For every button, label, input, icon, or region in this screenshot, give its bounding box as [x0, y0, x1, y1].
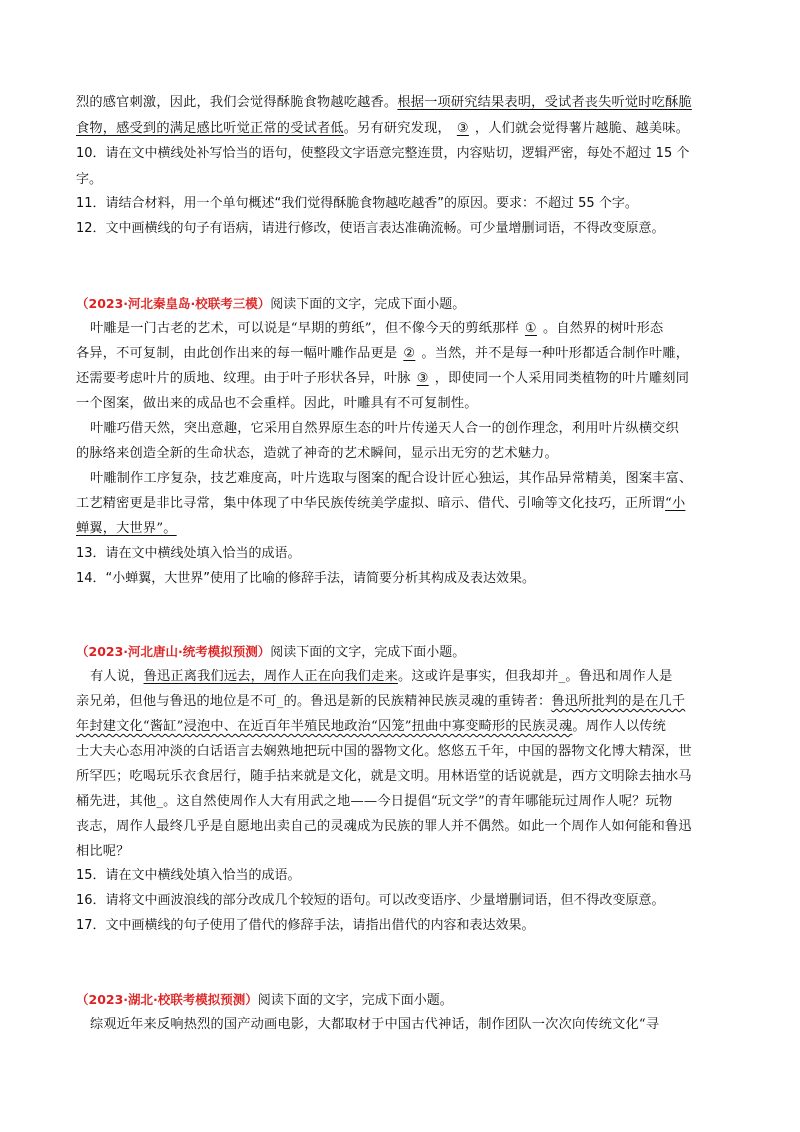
- passage-text: 。自然界的树叶形态: [542, 321, 664, 336]
- passage-text: 。这或许是事实，但我却并_。鲁迅和周作人是: [397, 669, 673, 684]
- blank-3: ③: [456, 121, 469, 136]
- question-12: 12．文中画横线的句子有语病，请进行修改，使语言表达准确流畅。可少量增删词语，不得改变原意。: [76, 221, 665, 236]
- passage-line: [76, 718, 666, 736]
- passage-line: [90, 668, 672, 686]
- question-17: 17．文中画横线的句子使用了借代的修辞手法，请指出借代的内容和表达效果。: [76, 918, 535, 933]
- passage-text: 工艺精密更是非比寻常，集中体现了中华民族传统美学虚拟、暗示、借代、引喻等文化技巧，正所谓: [76, 496, 666, 511]
- passage-line: 叶雕制作工序复杂，技艺难度高，叶片选取与图案的配合设计匠心独运，其作品异常精美，图案丰富、: [90, 471, 693, 486]
- passage-line: 综观近年来反响热烈的国产动画电影，大都取材于中国古代神话，制作团队一次次向传统文化“寻: [90, 1017, 660, 1032]
- passage-line: 丧志，周作人最终几乎是自愿地出卖自己的灵魂成为民族的罪人并不偶然。如此一个周作人如何能和鲁迅: [76, 819, 692, 834]
- blank-1: ①: [524, 321, 537, 336]
- section-header: [76, 991, 453, 1010]
- passage-line: 所罕匹；吃喝玩乐衣食居行，随手拈来就是文化，就是文明。用林语堂的话说就是，西方文明除去抽水马: [76, 769, 692, 784]
- passage-text: 。周作人以传统: [572, 719, 667, 734]
- passage-line: [76, 520, 177, 538]
- passage-text: 。当然，并不是每一种叶形都适合制作叶雕，: [421, 346, 690, 361]
- passage-text: 有人说，: [90, 669, 144, 684]
- passage-text: 亲兄弟，但他与鲁迅的地位是不可_的。鲁迅是新的民族精神民族灵魂的重铸者：: [76, 694, 552, 709]
- passage-line: [76, 94, 692, 112]
- wavy-underlined-text: 年封建文化“酱缸”浸泡中、在近百年半殖民地政治“囚笼”扭曲中寡变畸形的民族灵魂: [76, 719, 573, 734]
- question-14: 14．“小蝉翼，大世界”使用了比喻的修辞手法，请简要分析其构成及表达效果。: [76, 571, 536, 586]
- passage-text: ，即使同一个人采用同类植物的叶片雕刻同: [434, 371, 690, 386]
- passage-line: 一个图案，做出来的成品也不会重样。因此，叶雕具有不可复制性。: [76, 396, 478, 411]
- passage-line: 桶先进，其他_。这自然使周作人大有用武之地——今日提倡“玩文学”的青年哪能玩过周作人呢？玩物: [76, 794, 673, 809]
- source-label: （2023·河北秦皇岛·校联考三模）: [76, 296, 271, 311]
- question-13: 13．请在文中横线处填入恰当的成语。: [76, 546, 301, 561]
- section-intro: 阅读下面的文字，完成下面小题。: [257, 993, 453, 1008]
- passage-line: [76, 120, 689, 138]
- underlined-sentence: 根据一项研究结果表明，受试者丧失听觉时吃酥脆: [397, 95, 692, 110]
- question-10: 10．请在文中横线处补写恰当的语句，使整段文字语意完整连贯，内容贴切，逻辑严密，每处不超过 15 个: [76, 146, 690, 161]
- passage-line: [76, 370, 689, 388]
- passage-line: 相比呢？: [76, 844, 130, 859]
- passage-text: 各异，不可复制，由此创作出来的每一幅叶雕作品更是: [76, 346, 398, 361]
- underlined-phrase: “小: [665, 496, 686, 511]
- section-header: [76, 643, 465, 662]
- passage-line: 的脉络来创造全新的生命状态，造就了神奇的艺术瞬间，显示出无穷的艺术魅力。: [76, 446, 558, 461]
- question-15: 15．请在文中横线处填入恰当的成语。: [76, 868, 301, 883]
- underlined-sentence: 鲁迅正离我们远去，周作人正在向我们走来: [143, 669, 398, 684]
- question-10-cont: 字。: [76, 172, 103, 187]
- passage-text: ，人们就会觉得薯片越脆、越美味。: [474, 121, 690, 136]
- passage-line: 叶雕巧借天然，突出意趣，它采用自然界原生态的叶片传递天人合一的创作理念，利用叶片纵横交织: [90, 421, 680, 436]
- passage-line: [76, 693, 685, 711]
- source-label: （2023·湖北·校联考模拟预测）: [76, 992, 258, 1007]
- passage-line: [76, 495, 685, 513]
- underlined-phrase: 蝉翼，大世界”。: [76, 521, 177, 536]
- source-label: （2023·河北唐山·统考模拟预测）: [76, 644, 271, 659]
- section-header: [76, 295, 465, 314]
- underlined-sentence: 食物，感受到的满足感比听觉正常的受试者低: [76, 121, 344, 136]
- question-11: 11．请结合材料，用一个单句概述“我们觉得酥脆食物越吃越香”的原因。要求：不超过 55 个字。: [76, 196, 638, 211]
- passage-text: 。另有研究发现，: [343, 121, 451, 136]
- section-intro: 阅读下面的文字，完成下面小题。: [270, 297, 466, 312]
- passage-line: [90, 320, 663, 338]
- wavy-underlined-text: 鲁迅所批判的是在几千: [551, 694, 686, 709]
- passage-text: 叶雕是一门古老的艺术，可以说是“早期的剪纸”，但不像今天的剪纸那样: [90, 321, 519, 336]
- question-16: 16．请将文中画波浪线的部分改成几个较短的语句。可以改变语序、少量增删词语，但不得改变原意。: [76, 893, 665, 908]
- section-intro: 阅读下面的文字，完成下面小题。: [270, 645, 466, 660]
- passage-text: 还需要考虑叶片的质地、纹理。由于叶子形状各异，叶脉: [76, 371, 411, 386]
- passage-line: 士大夫心态用冲淡的白话语言去娴熟地把玩中国的器物文化。悠悠五千年，中国的器物文化博大精深，世: [76, 744, 692, 759]
- blank-2: ②: [403, 346, 416, 361]
- passage-line: [76, 345, 689, 363]
- passage-text: 烈的感官刺激，因此，我们会觉得酥脆食物越吃越香。: [76, 95, 398, 110]
- blank-3: ③: [416, 371, 429, 386]
